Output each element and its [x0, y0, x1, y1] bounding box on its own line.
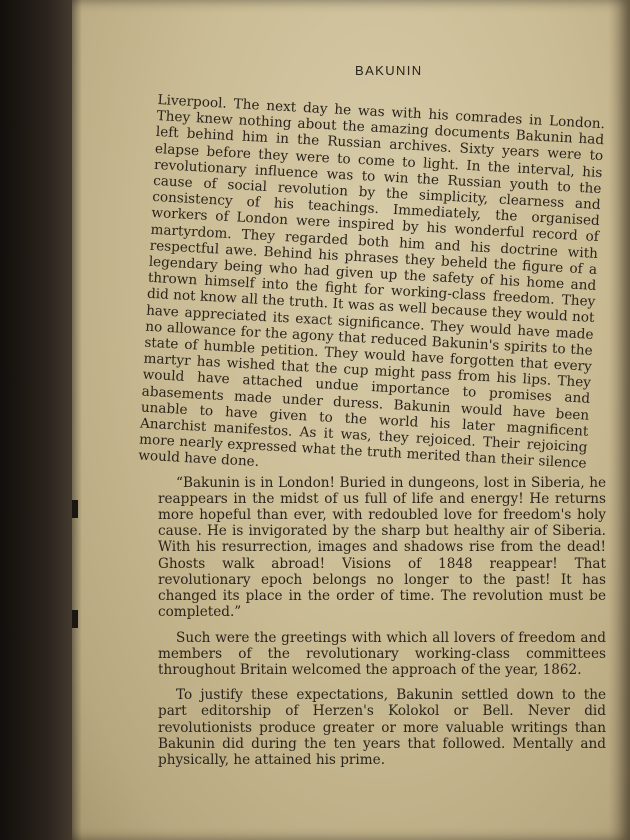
paragraph: Such were the greetings with which all lovers of freedom and members of the revolutionary working-class committees throughout Britain welcomed the approach of the year, 1862. — [158, 629, 606, 678]
photo-backdrop — [0, 0, 78, 840]
body-text — [137, 92, 606, 768]
running-head: BAKUNIN — [355, 63, 423, 78]
page-gutter-shadow — [608, 0, 630, 840]
paragraph-quote: “Bakunin is in London! Buried in dungeons, lost in Siberia, he reappears in the midst of us full of life and energy! He returns more hopeful than ever, with redoubled love for freedom's holy cause. He is invigorated by the sharp but healthy air of Siberia. With his resurrection, images and shadows rise from the dead! Ghosts walk abroad! Visions of 1848 reappear! That revolutionary epoch belongs no longer to the past! It has changed its place in the order of time. The revolution must be completed.” — [158, 474, 606, 621]
page-edge-notch — [72, 610, 78, 628]
paragraph: Liverpool. The next day he was with his comrades in London. They knew nothing about the amazing documents Bakunin had left behind him in the Russian archives. Sixty years were to elapse before they were to come to light. In the interval, his revolutionary influence was to win the Russian youth to the cause of social revolution by the simplicity, clearness and consistency of his teachings. Immediately, the organised workers of London were inspired by his wonderful record of martyrdom. They regarded both him and his doctrine with respectful awe. Behind his phrases they beheld the figure of a legendary being who had given up the safety of his home and thrown himself into the fight for working-class freedom. They did not know all the truth. It was as well because they would not have appreciated its exact significance. They would have made no allowance for the agony that reduced Bakunin's spirits to the state of humble petition. They would have forgotten that every martyr has wished that the cup might pass from his lips. They would have attached undue importance to promises and abasements made under duress. Bakunin would have been unable to have given to the world his later magnificent Anarchist manifestos. As it was, they rejoiced. Their rejoicing more nearly expressed what the truth merited than their silence would have done. — [137, 92, 606, 472]
paragraph: To justify these expectations, Bakunin settled down to the part editorship of Herzen's Kolokol or Bell. Never did revolutionists produce greater or more valuable writings than Bakunin did during the ten years that followed. Mentally and physically, he attained his prime. — [158, 687, 606, 768]
page-edge-notch — [72, 500, 78, 518]
